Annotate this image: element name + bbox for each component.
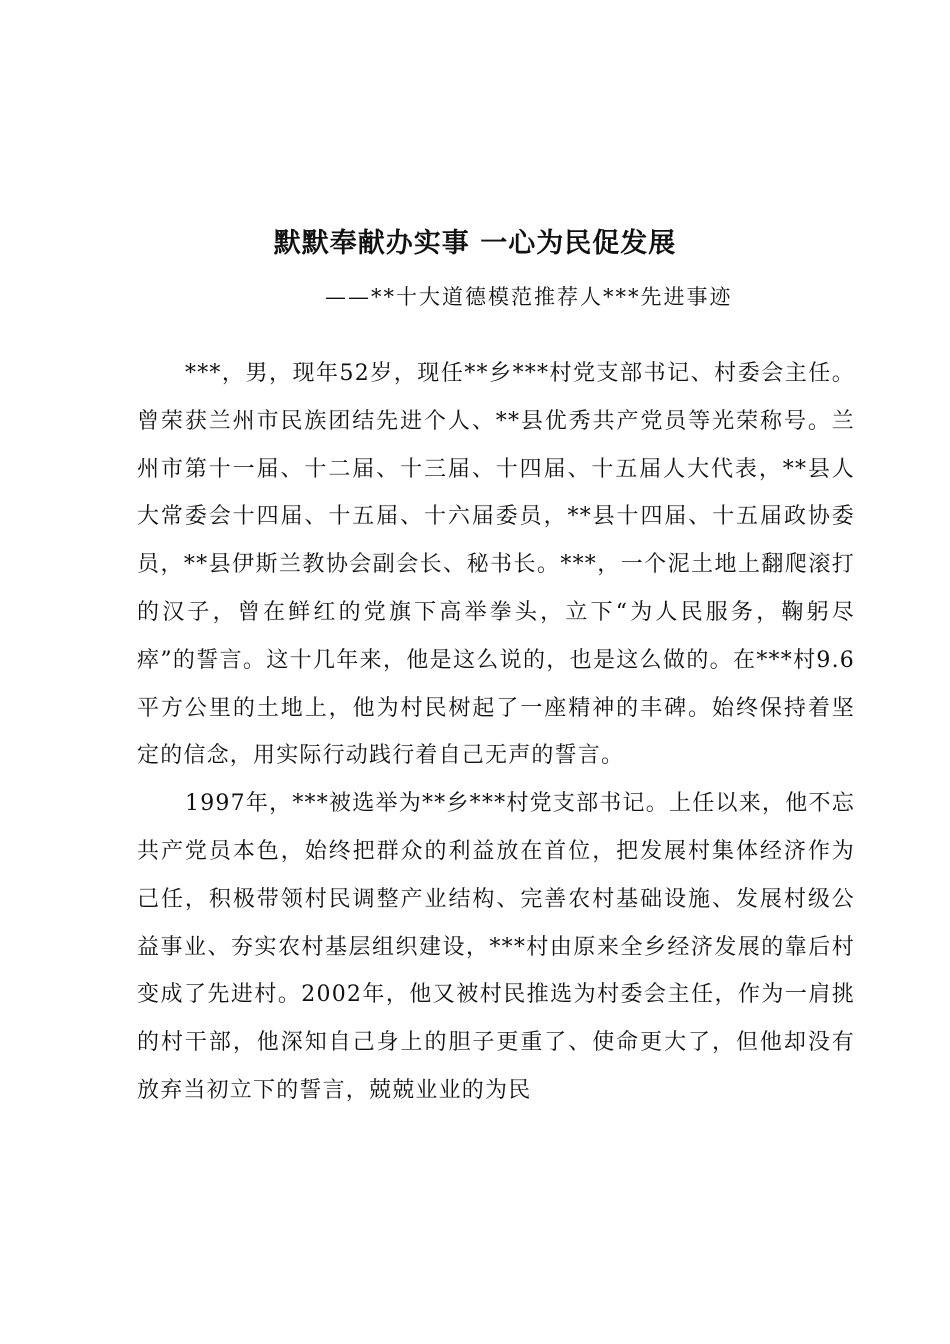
document-subtitle: ——**十大道德模范推荐人***先进事迹 [325,285,733,309]
document-title: 默默奉献办实事 一心为民促发展 [273,228,677,259]
paragraph: 1997年，***被选举为**乡***村党支部书记。上任以来，他不忘共产党员本色，始终把群众的利益放在首位，把发展村集体经济作为己任，积极带领村民调整产业结构、完善农村基础设施、发展村级公益事业、夯实农村基层组织建设，***村由原来全乡经济发展的靠后村变成了先进村。2002年，他又被村民推选为村委会主任，作为一肩挑的村干部，他深知自己身上的胆子更重了、使命更大了，但他却没有放弃当初立下的誓言，兢兢业业的为民 [137,791,855,1103]
document-body [137,350,855,1115]
paragraph: ***，男，现年52岁，现任**乡***村党支部书记、村委会主任。曾荣获兰州市民族团结先进个人、**县优秀共产党员等光荣称号。兰州市第十一届、十二届、十三届、十四届、十五届人大代表，**县人大常委会十四届、十五届、十六届委员，**县十四届、十五届政协委员，**县伊斯兰教协会副会长、秘书长。***，一个泥土地上翻爬滚打的汉子，曾在鲜红的党旗下高举拳头，立下“为人民服务，鞠躬尽瘁”的誓言。这十几年来，他是这么说的，也是这么做的。在***村9.6平方公里的土地上，他为村民树起了一座精神的丰碑。始终保持着坚定的信念，用实际行动践行着自己无声的誓言。 [137,361,855,769]
